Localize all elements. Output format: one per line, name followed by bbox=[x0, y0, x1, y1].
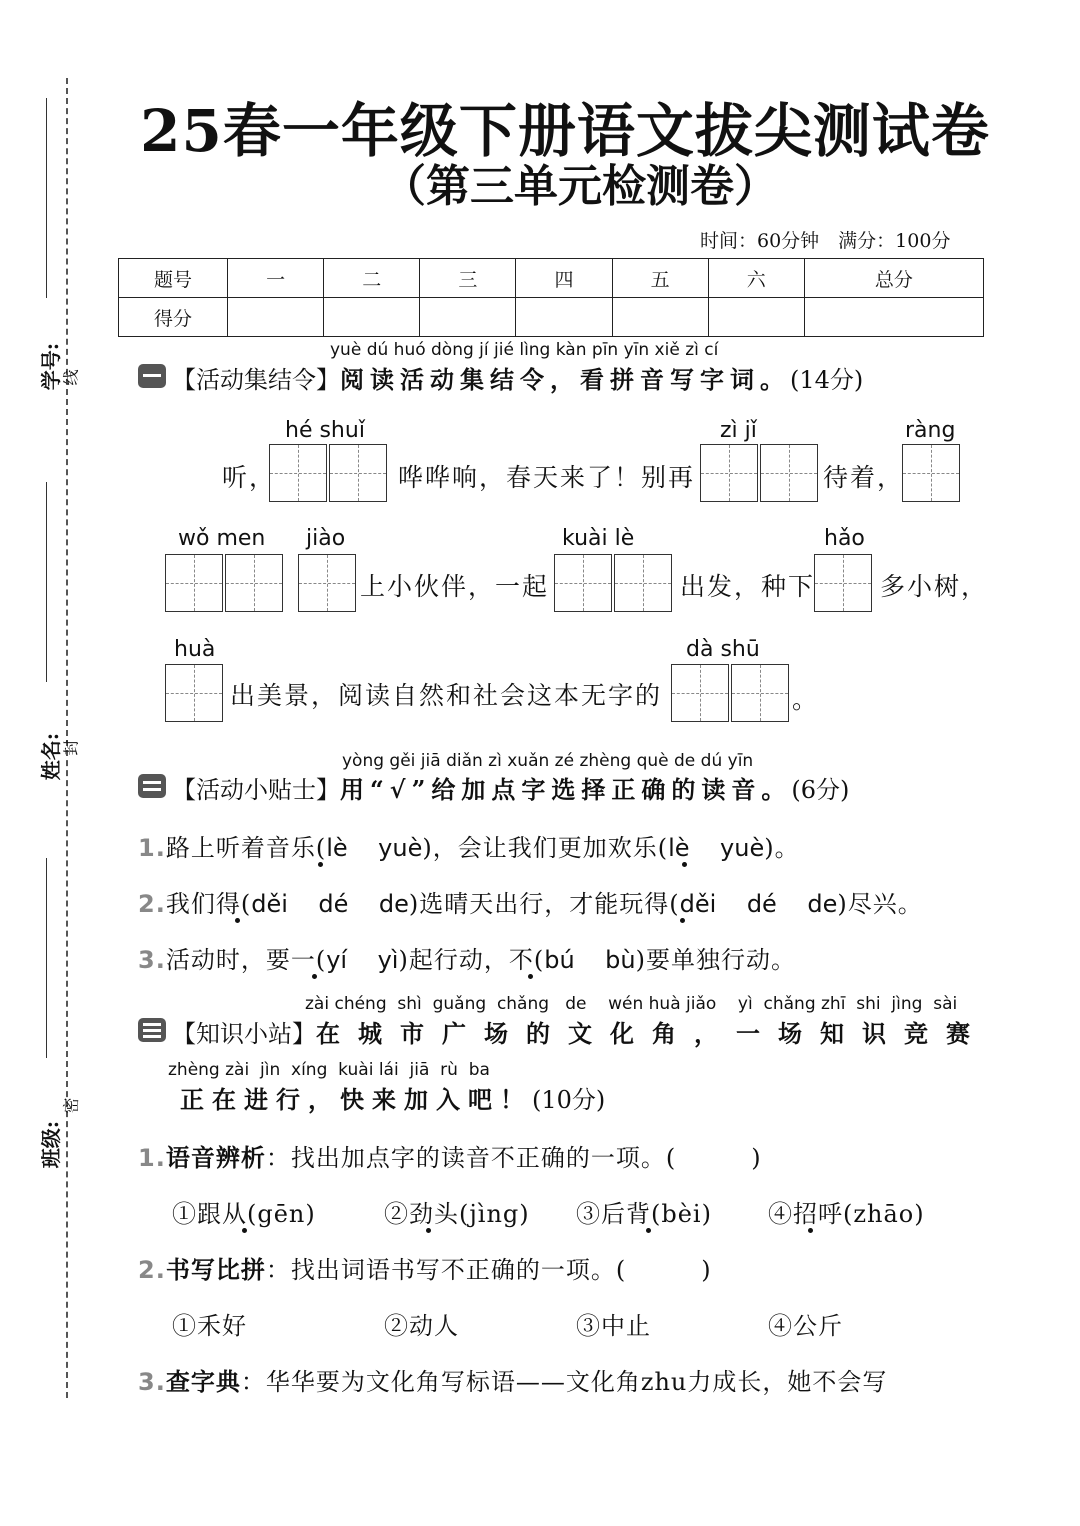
section-2-badge bbox=[138, 774, 166, 798]
score-input-cell[interactable] bbox=[228, 298, 324, 337]
binding-dashed-line bbox=[66, 78, 68, 1398]
option-3-2-d[interactable]: ④公斤 bbox=[768, 1312, 843, 1340]
section-3-badge bbox=[138, 1018, 166, 1042]
score-input-cell[interactable] bbox=[708, 298, 804, 337]
question-label: 语音辨析 bbox=[165, 1143, 266, 1172]
pinyin-hao: hǎo bbox=[824, 526, 865, 551]
section-3-tag: 【知识小站】 bbox=[172, 1020, 316, 1048]
answer-box[interactable] bbox=[298, 554, 356, 612]
table-cell: 总分 bbox=[804, 259, 983, 298]
score-input-cell[interactable] bbox=[420, 298, 516, 337]
score-input-cell[interactable] bbox=[612, 298, 708, 337]
option-3-1-b[interactable]: ②劲头(jìng) bbox=[384, 1200, 530, 1228]
question-2-2 bbox=[138, 884, 923, 919]
score-table-header-row bbox=[119, 259, 984, 298]
reading-options[interactable]: lè yuè bbox=[668, 834, 765, 862]
section-1-header bbox=[172, 360, 863, 395]
question-text: ：华华要为文化角写标语——文化角zhu力成长，她不会写 bbox=[240, 1368, 888, 1396]
question-text: 我们得( bbox=[165, 890, 252, 918]
question-label: 书写比拼 bbox=[165, 1255, 266, 1284]
passage-text: 出美景，阅读自然和社会这本无字的 bbox=[230, 681, 663, 710]
answer-box[interactable] bbox=[269, 444, 327, 502]
reading-options[interactable]: děi dé de bbox=[679, 890, 838, 918]
section-3-header-2 bbox=[180, 1080, 605, 1115]
option-3-1-d[interactable]: ④招呼(zhāo) bbox=[768, 1200, 925, 1228]
table-cell: 得分 bbox=[119, 298, 228, 337]
section-3-points: (10分) bbox=[532, 1086, 606, 1114]
section-1-points: (14分) bbox=[790, 366, 864, 394]
student-id-label: 学号: bbox=[39, 342, 64, 391]
question-label: 查字典 bbox=[165, 1367, 241, 1396]
question-number: 3. bbox=[138, 946, 166, 974]
reading-options[interactable]: yí yì bbox=[326, 946, 399, 974]
question-number: 3. bbox=[138, 1368, 166, 1396]
score-input-cell[interactable] bbox=[516, 298, 612, 337]
question-number: 2. bbox=[138, 890, 166, 918]
emphasis-dot bbox=[646, 1228, 651, 1233]
page-subtitle: （第三单元检测卷） bbox=[382, 161, 778, 212]
passage-text: 多小树， bbox=[880, 572, 989, 601]
question-text: )要单独行动。 bbox=[635, 946, 796, 974]
seal-word-xian: 线 bbox=[61, 369, 81, 386]
question-text: )。 bbox=[764, 834, 800, 862]
emphasis-dot bbox=[318, 862, 323, 867]
section-3-title-pinyin-1: zài chéng shì guǎng chǎng de wén huà jiǎo yì chǎng zhī shi jìng sài bbox=[305, 994, 958, 1014]
table-cell: 一 bbox=[228, 259, 324, 298]
question-text: ：找出词语书写不正确的一项。( ) bbox=[265, 1256, 712, 1284]
score-input-cell[interactable] bbox=[804, 298, 983, 337]
answer-box[interactable] bbox=[700, 444, 758, 502]
seal-word-mi: 密 bbox=[61, 1097, 81, 1114]
pinyin-kuai-le: kuài lè bbox=[562, 526, 635, 551]
pinyin-hua: huà bbox=[174, 637, 216, 662]
answer-box[interactable] bbox=[814, 554, 872, 612]
name-label: 姓名: bbox=[39, 732, 64, 781]
table-cell: 二 bbox=[324, 259, 420, 298]
question-text: ：找出加点字的读音不正确的一项。( ) bbox=[265, 1144, 762, 1172]
section-1-title-pinyin: yuè dú huó dòng jí jié lìng kàn pīn yīn xiě zì cí bbox=[330, 340, 719, 360]
pinyin-he-shui: hé shuǐ bbox=[285, 418, 365, 443]
score-table bbox=[118, 258, 984, 337]
question-text: )起行动，不( bbox=[398, 946, 545, 974]
pinyin-rang: ràng bbox=[905, 418, 956, 443]
section-1-tag: 【活动集结令】 bbox=[172, 366, 340, 394]
reading-options[interactable]: lè yuè bbox=[326, 834, 423, 862]
answer-box[interactable] bbox=[165, 664, 223, 722]
option-3-2-b[interactable]: ②动人 bbox=[384, 1312, 459, 1340]
option-3-1-a[interactable]: ①跟从(gēn) bbox=[172, 1200, 316, 1228]
answer-box[interactable] bbox=[614, 554, 672, 612]
score-input-cell[interactable] bbox=[324, 298, 420, 337]
emphasis-dot bbox=[312, 974, 317, 979]
table-cell: 四 bbox=[516, 259, 612, 298]
emphasis-dot bbox=[680, 918, 685, 923]
passage-text: 上小伙伴，一起 bbox=[360, 572, 550, 601]
question-text: )选晴天出行，才能玩得( bbox=[408, 890, 680, 918]
table-cell: 五 bbox=[612, 259, 708, 298]
question-text: 路上听着音乐( bbox=[165, 834, 327, 862]
question-text: 活动时，要一( bbox=[165, 946, 327, 974]
answer-box[interactable] bbox=[225, 554, 283, 612]
passage-text: 哗哗响，春天来了！别再 bbox=[398, 463, 696, 492]
pinyin-wo-men: wǒ men bbox=[178, 526, 266, 551]
page-title: 25春一年级下册语文拔尖测试卷 bbox=[140, 97, 990, 165]
emphasis-dot bbox=[682, 862, 687, 867]
pinyin-jiao: jiào bbox=[306, 526, 346, 551]
question-2-1 bbox=[138, 828, 800, 863]
table-cell: 题号 bbox=[119, 259, 228, 298]
option-3-2-a[interactable]: ①禾好 bbox=[172, 1312, 247, 1340]
answer-box[interactable] bbox=[731, 664, 789, 722]
section-3-header bbox=[172, 1014, 988, 1049]
passage-text: 待着， bbox=[823, 463, 905, 492]
reading-options[interactable]: bú bù bbox=[544, 946, 636, 974]
answer-box[interactable] bbox=[760, 444, 818, 502]
question-number: 1. bbox=[138, 1144, 166, 1172]
section-2-title-pinyin: yòng gěi jiā diǎn zì xuǎn zé zhèng què de dú yīn bbox=[342, 751, 754, 771]
emphasis-dot bbox=[426, 1228, 431, 1233]
answer-box[interactable] bbox=[671, 664, 729, 722]
question-number: 1. bbox=[138, 834, 166, 862]
pinyin-zi-ji: zì jǐ bbox=[720, 418, 757, 443]
table-cell: 三 bbox=[420, 259, 516, 298]
time-score-info: 时间：60分钟 满分：100分 bbox=[700, 230, 951, 252]
question-text: )，会让我们更加欢乐( bbox=[422, 834, 669, 862]
passage-text: 出发，种下 bbox=[680, 572, 816, 601]
score-table-score-row bbox=[119, 298, 984, 337]
emphasis-dot bbox=[235, 918, 240, 923]
section-2-points: (6分) bbox=[791, 776, 850, 804]
answer-box[interactable] bbox=[554, 554, 612, 612]
emphasis-dot bbox=[242, 1228, 247, 1233]
question-2-3 bbox=[138, 940, 796, 975]
question-3-1 bbox=[138, 1138, 762, 1173]
emphasis-dot bbox=[528, 974, 533, 979]
question-3-3 bbox=[138, 1362, 887, 1397]
seal-word-feng: 封 bbox=[61, 739, 81, 756]
section-1-badge bbox=[138, 364, 166, 388]
section-3-title: 在城市广场的文化角，一场知识竞赛 bbox=[316, 1019, 988, 1048]
passage-text: 听， bbox=[222, 463, 277, 492]
option-3-2-c[interactable]: ③中止 bbox=[576, 1312, 651, 1340]
pinyin-da-shu: dà shū bbox=[686, 637, 760, 662]
table-cell: 六 bbox=[708, 259, 804, 298]
passage-text: 。 bbox=[792, 685, 820, 714]
question-text: )尽兴。 bbox=[837, 890, 923, 918]
question-number: 2. bbox=[138, 1256, 166, 1284]
emphasis-dot bbox=[808, 1228, 813, 1233]
section-2-tag: 【活动小贴士】 bbox=[172, 776, 340, 804]
section-3-title-2: 正在进行，快来加入吧！ bbox=[180, 1085, 532, 1114]
reading-options[interactable]: děi dé de bbox=[251, 890, 409, 918]
binding-line-name bbox=[46, 482, 47, 682]
binding-line-class bbox=[46, 858, 47, 1058]
binding-line-id bbox=[46, 98, 47, 298]
answer-box[interactable] bbox=[165, 554, 223, 612]
class-label: 班级: bbox=[39, 1120, 64, 1169]
answer-box[interactable] bbox=[902, 444, 960, 502]
option-3-1-c[interactable]: ③后背(bèi) bbox=[576, 1200, 712, 1228]
section-1-title: 阅读活动集结令，看拼音写字词。 bbox=[340, 365, 790, 394]
section-3-title-pinyin-2: zhèng zài jìn xíng kuài lái jiā rù ba bbox=[168, 1060, 490, 1080]
section-2-title: 用“√”给加点字选择正确的读音。 bbox=[340, 775, 792, 804]
question-3-2 bbox=[138, 1250, 712, 1285]
section-2-header bbox=[172, 770, 849, 805]
answer-box[interactable] bbox=[329, 444, 387, 502]
